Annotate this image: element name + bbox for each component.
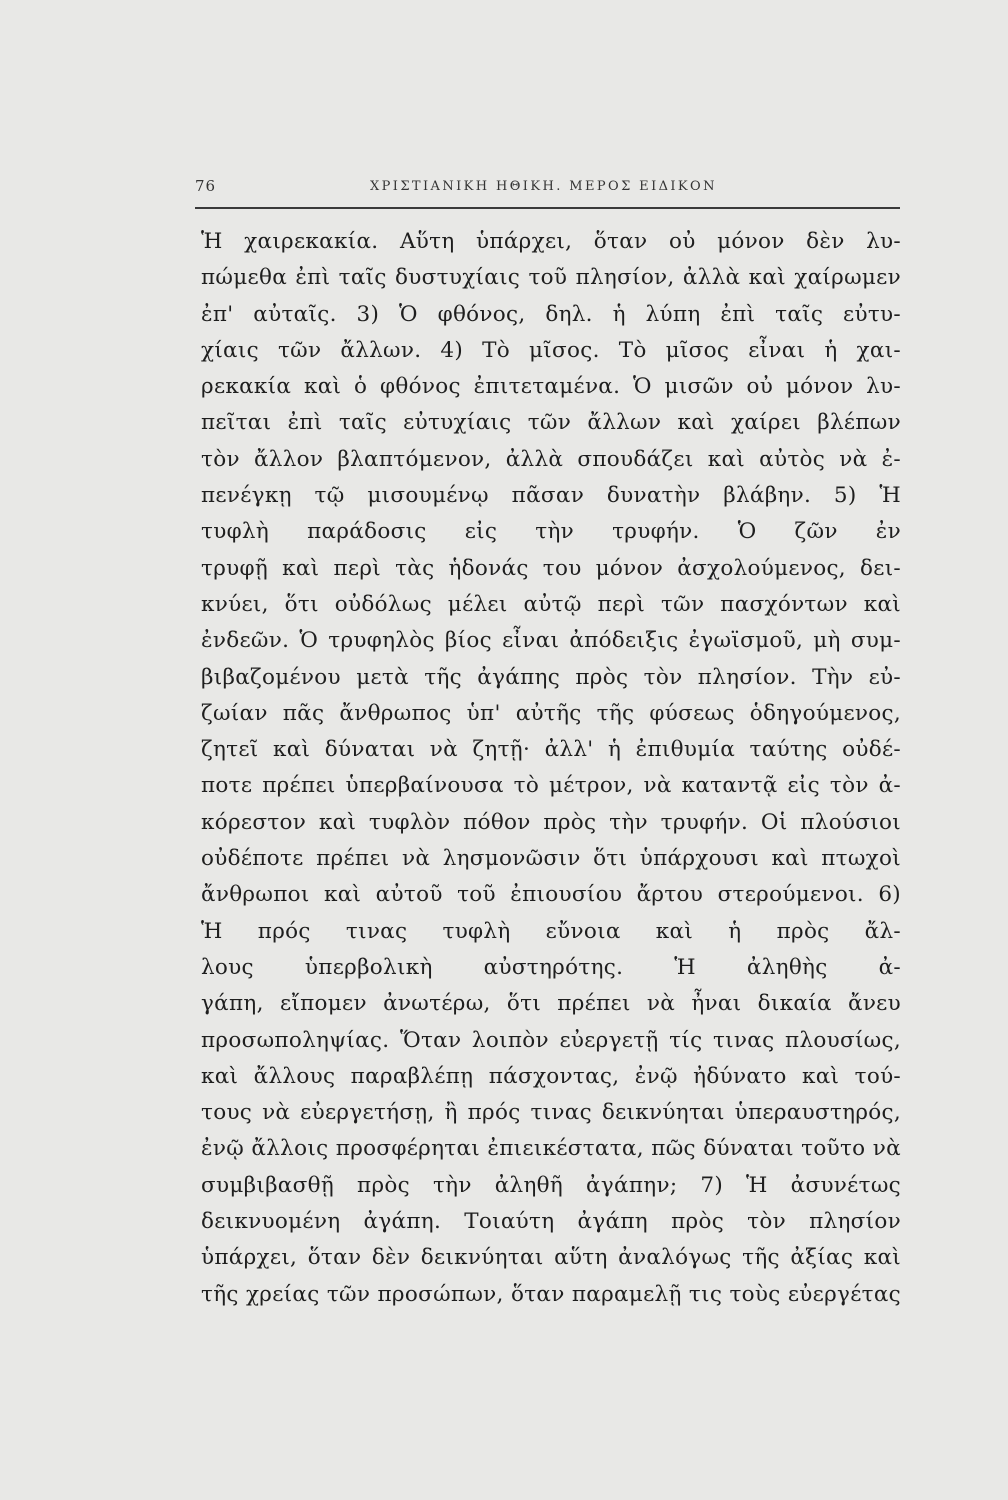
text-line: κνύει, ὅτι οὐδόλως μέλει αὐτῷ περὶ τῶν πασχόντων καὶ (201, 591, 901, 617)
text-line: Ἡ χαιρεκακία. Αὕτη ὑπάρχει, ὅταν οὐ μόνον δὲν λυ- (201, 229, 901, 254)
body-text (201, 224, 901, 1313)
text-line: γάπη, εἴπομεν ἀνωτέρω, ὅτι πρέπει νὰ ἦναι δικαία ἄνευ (201, 991, 901, 1017)
text-line: καὶ ἄλλους παραβλέπῃ πάσχοντας, ἐνῷ ἠδύνατο καὶ τού- (201, 1063, 901, 1089)
text-line: τους νὰ εὐεργετήσῃ, ἢ πρός τινας δεικνύηται ὑπεραυστηρός, (201, 1100, 901, 1126)
text-line: κόρεστον καὶ τυφλὸν πόθον πρὸς τὴν τρυφήν. Οἱ πλούσιοι (201, 809, 901, 835)
text-line: βιβαζομένου μετὰ τῆς ἀγάπης πρὸς τὸν πλησίον. Τὴν εὐ- (201, 664, 901, 690)
text-line: πενέγκῃ τῷ μισουμένῳ πᾶσαν δυνατὴν βλάβην. 5) Ἡ (201, 483, 901, 509)
page-number: 76 (195, 177, 217, 195)
text-line: λους ὑπερβολικὴ αὐστηρότης. Ἡ ἀληθὴς ἀ- (201, 954, 901, 980)
text-line: πεῖται ἐπὶ ταῖς εὐτυχίαις τῶν ἄλλων καὶ χαίρει βλέπων (201, 410, 901, 436)
text-line: τρυφῇ καὶ περὶ τὰς ἡδονάς του μόνον ἀσχολούμενος, δει- (201, 555, 901, 581)
running-title: ΧΡΙΣΤΙΑΝΙΚΗ ΗΘΙΚΗ. ΜΕΡΟΣ ΕΙΔΙΚΟΝ (370, 179, 717, 194)
text-line: ἐπ' αὐταῖς. 3) Ὁ φθόνος, δηλ. ἡ λύπη ἐπὶ ταῖς εὐτυ- (201, 301, 901, 327)
text-line: ἄνθρωποι καὶ αὐτοῦ τοῦ ἐπιουσίου ἄρτου στερούμενοι. 6) (201, 882, 901, 908)
text-line: δεικνυομένη ἀγάπη. Τοιαύτη ἀγάπη πρὸς τὸν πλησίον (201, 1209, 901, 1235)
text-line: ἐνδεῶν. Ὁ τρυφηλὸς βίος εἶναι ἀπόδειξις ἐγωϊσμοῦ, μὴ συμ- (201, 628, 901, 654)
text-line: ζητεῖ καὶ δύναται νὰ ζητῇ· ἀλλ' ἡ ἐπιθυμία ταύτης οὐδέ- (201, 737, 901, 763)
text-line: ἐνῷ ἄλλοις προσφέρηται ἐπιεικέστατα, πῶς δύναται τοῦτο νὰ (201, 1136, 901, 1162)
text-line: συμβιβασθῇ πρὸς τὴν ἀληθῆ ἀγάπην; 7) Ἡ ἀσυνέτως (201, 1172, 901, 1198)
text-line: προσωποληψίας. Ὅταν λοιπὸν εὐεργετῇ τίς τινας πλουσίως, (201, 1027, 901, 1053)
text-line: Ἡ πρός τινας τυφλὴ εὔνοια καὶ ἡ πρὸς ἄλ- (201, 918, 901, 944)
text-line: τυφλὴ παράδοσις εἰς τὴν τρυφήν. Ὁ ζῶν ἐν (201, 519, 901, 545)
page-header (195, 177, 898, 203)
text-line: ζωίαν πᾶς ἄνθρωπος ὑπ' αὐτῆς τῆς φύσεως ὁδηγούμενος, (201, 700, 901, 726)
header-rule (195, 207, 900, 209)
text-line: τὸν ἄλλον βλαπτόμενον, ἀλλὰ σπουδάζει καὶ αὐτὸς νὰ ἐ- (201, 446, 901, 472)
text-line: ρεκακία καὶ ὁ φθόνος ἐπιτεταμένα. Ὁ μισῶν οὐ μόνον λυ- (201, 374, 901, 400)
text-line: οὐδέποτε πρέπει νὰ λησμονῶσιν ὅτι ὑπάρχουσι καὶ πτωχοὶ (201, 846, 901, 872)
text-line: πώμεθα ἐπὶ ταῖς δυστυχίαις τοῦ πλησίον, ἀλλὰ καὶ χαίρωμεν (201, 265, 901, 291)
text-line: χίαις τῶν ἄλλων. 4) Τὸ μῖσος. Τὸ μῖσος εἶναι ἡ χαι- (201, 337, 901, 363)
text-line: ποτε πρέπει ὑπερβαίνουσα τὸ μέτρον, νὰ καταντᾷ εἰς τὸν ἀ- (201, 773, 901, 799)
text-line: ὑπάρχει, ὅταν δὲν δεικνύηται αὕτη ἀναλόγως τῆς ἀξίας καὶ (201, 1245, 901, 1271)
text-line: τῆς χρείας τῶν προσώπων, ὅταν παραμελῇ τις τοὺς εὐεργέτας (201, 1281, 901, 1307)
